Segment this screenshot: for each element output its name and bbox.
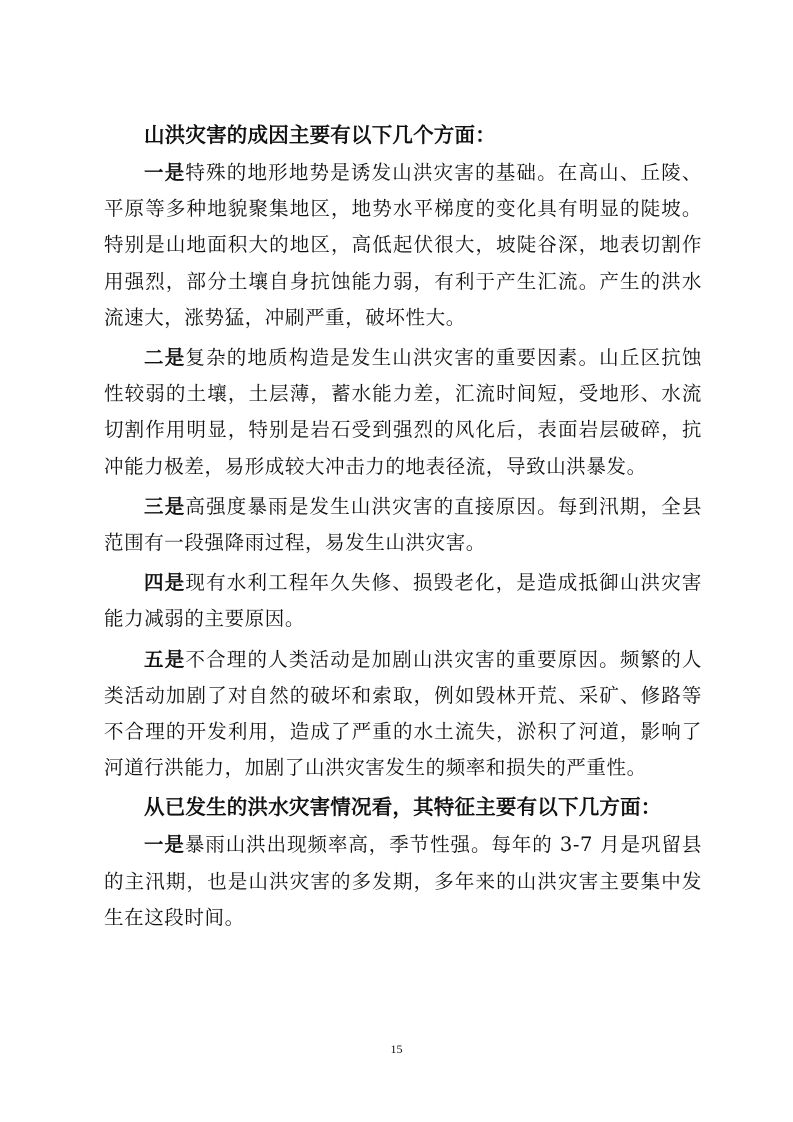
paragraph-lead: 三是 <box>144 494 186 518</box>
section-heading-characteristics: 从已发生的洪水灾害情况看，其特征主要有以下几方面： <box>144 795 662 820</box>
section-causes <box>104 118 702 786</box>
cause-paragraph-4 <box>104 565 702 637</box>
paragraph-text: 不合理的人类活动是加剧山洪灾害的重要原因。频繁的人类活动加剧了对自然的破坏和索取，例如毁林开荒、采矿、修路等不合理的开发利用，造成了严重的水土流失，淤积了河道，影响了河道行洪能力，加剧了山洪灾害发生的频率和损失的严重性。 <box>104 647 702 780</box>
paragraph-lead: 一是 <box>144 161 186 184</box>
paragraph-text: 暴雨山洪出现频率高，季节性强。每年的 3-7 月是巩留县的主汛期，也是山洪灾害的多发期，多年来的山洪灾害主要集中发生在这段时间。 <box>104 833 702 929</box>
paragraph-text: 特殊的地形地势是诱发山洪灾害的基础。在高山、丘陵、平原等多种地貌聚集地区，地势水平梯度的变化具有明显的陡坡。特别是山地面积大的地区，高低起伏很大，坡陡谷深，地表切割作用强烈，部分土壤自身抗蚀能力弱，有利于产生汇流。产生的洪水流速大，涨势猛，冲刷严重，破坏性大。 <box>104 161 702 329</box>
paragraph-lead: 二是 <box>144 346 186 370</box>
section-heading-causes: 山洪灾害的成因主要有以下几个方面： <box>144 123 496 147</box>
page-number: 15 <box>390 1042 403 1056</box>
paragraph-text: 复杂的地质构造是发生山洪灾害的重要因素。山丘区抗蚀性较弱的土壤，土层薄，蓄水能力差，汇流时间短，受地形、水流切割作用明显，特别是岩石受到强烈的风化后，表面岩层破碎，抗冲能力极差，易形成较大冲击力的地表径流，导致山洪暴发。 <box>104 346 702 478</box>
section-characteristics <box>104 790 702 936</box>
cause-paragraph-3 <box>104 489 702 561</box>
document-body <box>104 118 702 940</box>
paragraph-lead: 四是 <box>144 571 186 595</box>
cause-paragraph-5 <box>104 642 702 787</box>
paragraph-text: 现有水利工程年久失修、损毁老化，是造成抵御山洪灾害能力减弱的主要原因。 <box>104 571 702 631</box>
cause-paragraph-2 <box>104 340 702 485</box>
paragraph-lead: 一是 <box>144 833 185 857</box>
cause-paragraph-1 <box>104 155 702 336</box>
paragraph-lead: 五是 <box>144 647 186 671</box>
paragraph-text: 高强度暴雨是发生山洪灾害的直接原因。每到汛期，全县范围有一段强降雨过程，易发生山洪灾害。 <box>104 494 702 555</box>
characteristic-paragraph-1 <box>104 827 702 936</box>
